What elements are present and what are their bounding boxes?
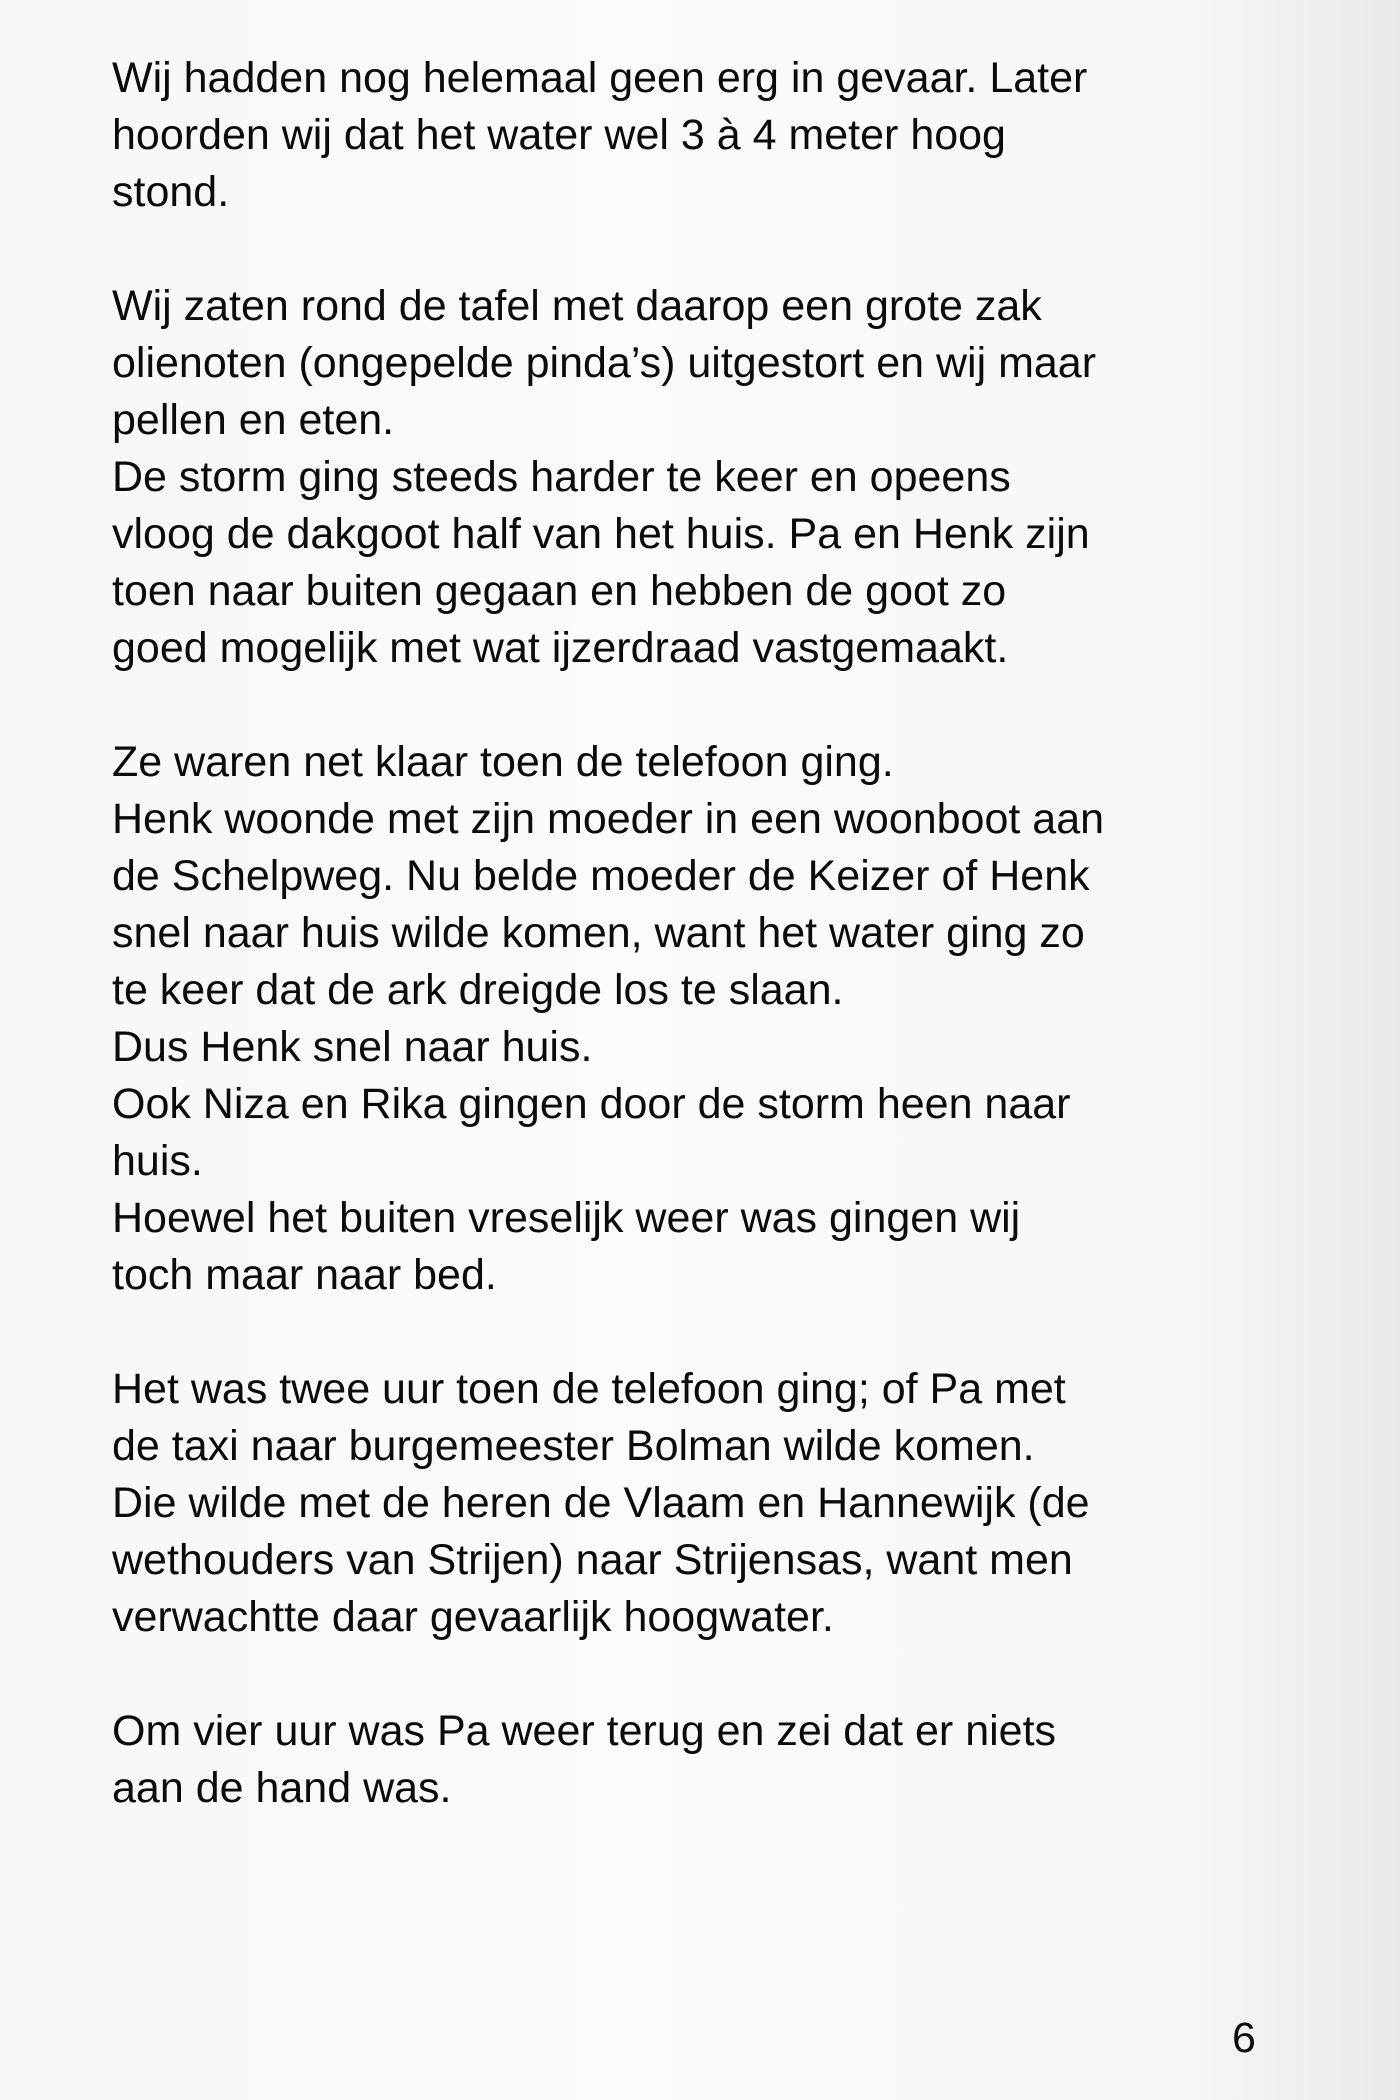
- text-line: toen naar buiten gegaan en hebben de goot zo: [112, 567, 1007, 615]
- text-line: Henk woonde met zijn moeder in een woonboot aan: [112, 795, 1105, 843]
- page-number: 6: [1232, 2014, 1256, 2062]
- paragraph: [112, 1703, 1292, 1817]
- text-line: pellen en eten.: [112, 396, 395, 444]
- text-line: Dus Henk snel naar huis.: [112, 1023, 593, 1071]
- paragraph: [112, 50, 1292, 221]
- text-line: De storm ging steeds harder te keer en opeens: [112, 453, 1011, 501]
- text-line: huis.: [112, 1137, 203, 1185]
- text-line: te keer dat de ark dreigde los te slaan.: [112, 966, 844, 1014]
- paragraph-gap: [112, 1646, 1292, 1703]
- text-line: Ze waren net klaar toen de telefoon ging.: [112, 738, 894, 786]
- text-line: wethouders van Strijen) naar Strijensas, want men: [112, 1536, 1073, 1584]
- text-line: Die wilde met de heren de Vlaam en Hannewijk (de: [112, 1479, 1090, 1527]
- text-line: de taxi naar burgemeester Bolman wilde komen.: [112, 1422, 1035, 1470]
- text-line: hoorden wij dat het water wel 3 à 4 meter hoog: [112, 111, 1006, 159]
- text-line: aan de hand was.: [112, 1764, 452, 1812]
- text-line: de Schelpweg. Nu belde moeder de Keizer of Henk: [112, 852, 1090, 900]
- paragraph: [112, 734, 1292, 1304]
- text-line: Het was twee uur toen de telefoon ging; of Pa met: [112, 1365, 1066, 1413]
- text-line: Om vier uur was Pa weer terug en zei dat er niets: [112, 1707, 1057, 1755]
- text-line: snel naar huis wilde komen, want het water ging zo: [112, 909, 1085, 957]
- text-line: Wij hadden nog helemaal geen erg in gevaar. Later: [112, 54, 1088, 102]
- text-line: olienoten (ongepelde pinda’s) uitgestort en wij maar: [112, 339, 1097, 387]
- text-line: stond.: [112, 168, 230, 216]
- text-line: vloog de dakgoot half van het huis. Pa en Henk zijn: [112, 510, 1090, 558]
- paragraph: [112, 1361, 1292, 1646]
- page-text: [112, 50, 1292, 1817]
- paragraph: [112, 278, 1292, 677]
- text-line: verwachtte daar gevaarlijk hoogwater.: [112, 1593, 834, 1641]
- text-line: toch maar naar bed.: [112, 1251, 497, 1299]
- text-line: goed mogelijk met wat ijzerdraad vastgemaakt.: [112, 624, 1009, 672]
- paragraph-gap: [112, 221, 1292, 278]
- text-line: Hoewel het buiten vreselijk weer was gingen wij: [112, 1194, 1021, 1242]
- paragraph-gap: [112, 1304, 1292, 1361]
- text-line: Wij zaten rond de tafel met daarop een grote zak: [112, 282, 1042, 330]
- paragraph-gap: [112, 677, 1292, 734]
- text-line: Ook Niza en Rika gingen door de storm heen naar: [112, 1080, 1071, 1128]
